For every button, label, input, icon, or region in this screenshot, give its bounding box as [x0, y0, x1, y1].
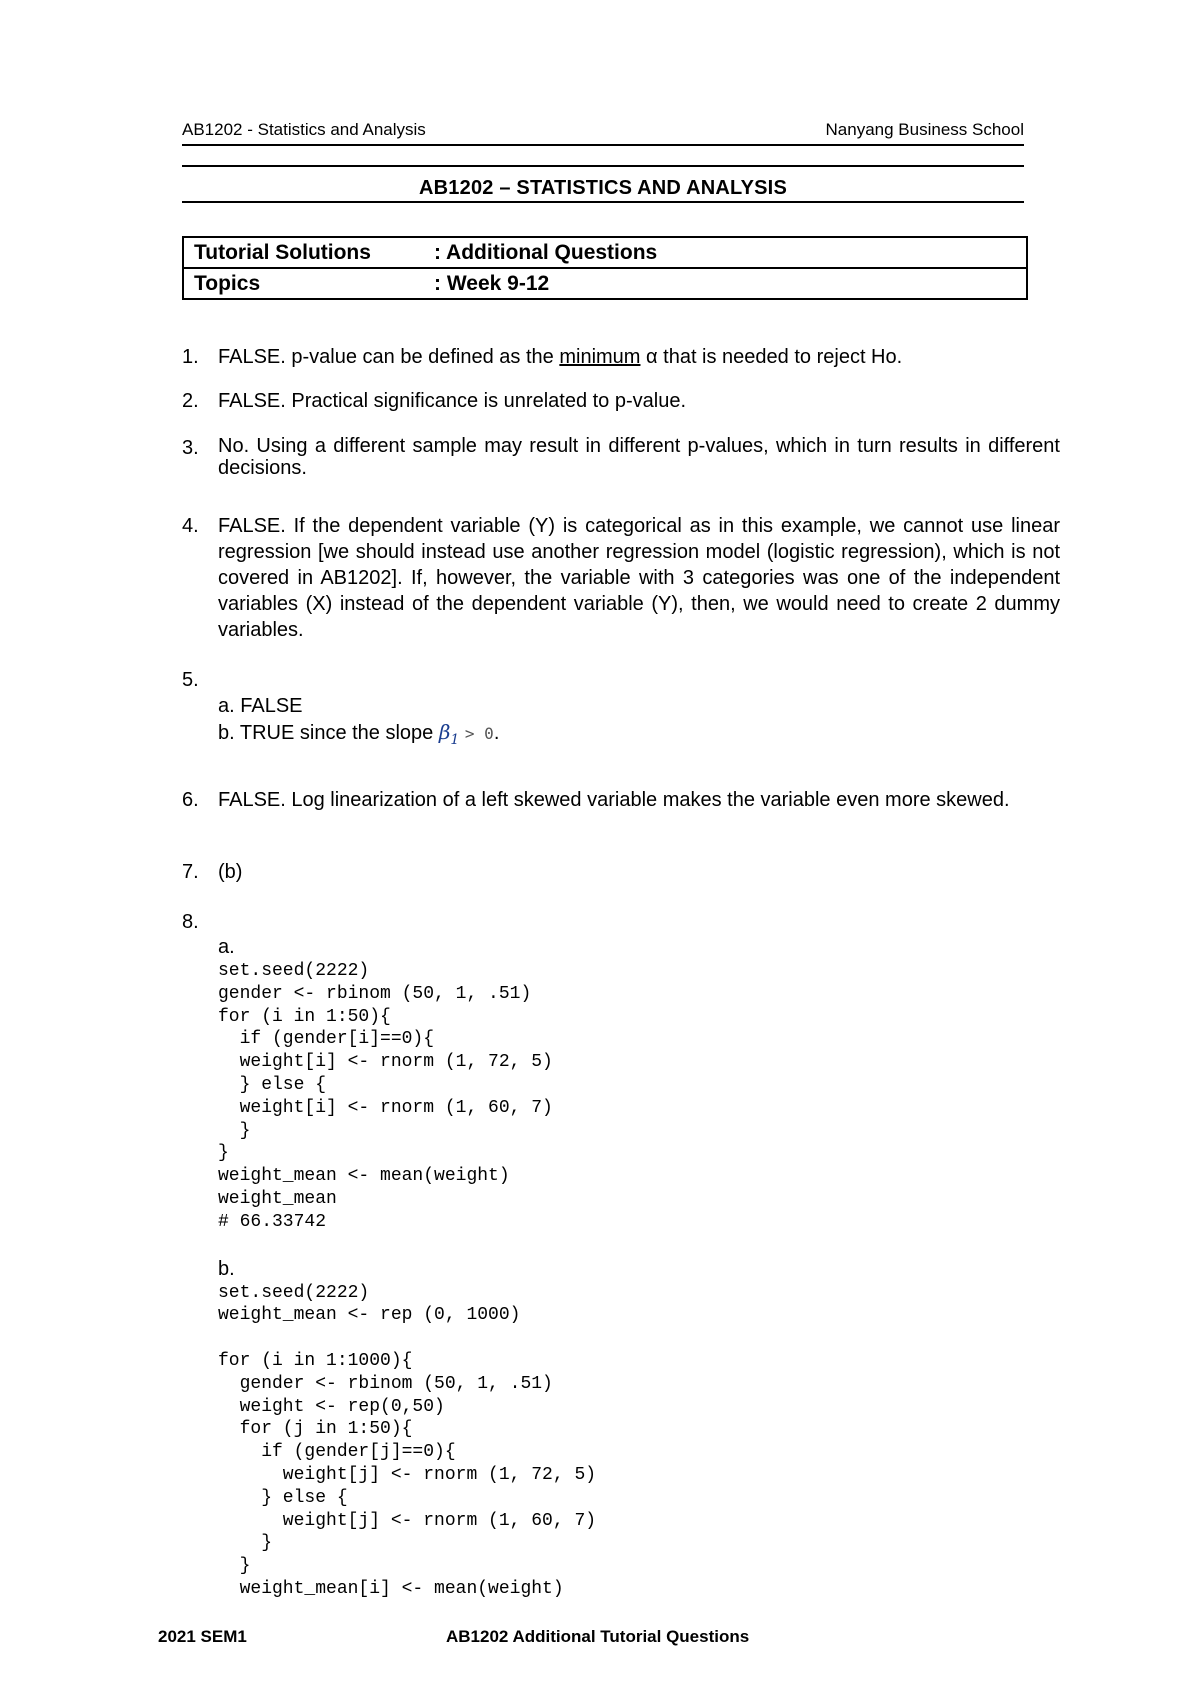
- beta-subscript: 1: [450, 732, 460, 748]
- answer-text: FALSE. If the dependent variable (Y) is categorical as in this example, we cannot use linear regression [we should instead use another regression model (logistic regression), which is not covered in AB1202]. If, however, the variable with 3 categories was one of the independent variables (X) instead of the dependent variable (Y), then, we would need to create 2 dummy variables.: [218, 515, 1060, 641]
- document-title: AB1202 – STATISTICS AND ANALYSIS: [419, 177, 787, 199]
- spacer: [218, 1234, 1060, 1256]
- part-a-label: a.: [218, 936, 235, 958]
- answer-5b: [218, 719, 1060, 753]
- answer-5a: a. FALSE: [218, 695, 303, 717]
- info-table: [182, 236, 1028, 300]
- answer-number: 8.: [182, 911, 199, 933]
- answer-text: FALSE. Practical significance is unrelated to p-value.: [218, 390, 687, 412]
- info-label: Tutorial Solutions: [183, 237, 424, 268]
- code-block-b: set.seed(2222) weight_mean <- rep (0, 1000) for (i in 1:1000){ gender <- rbinom (50, 1, .51) weight <- rep(0,50) for (j in 1:50){ if (gender[j]==0){ weight[j] <- rnorm (1, 72, 5) } else { weight[j] <- rnorm (1, 60, 7) } } weight_mean[i] <- mean(weight): [218, 1282, 597, 1599]
- header-school: Nanyang Business School: [825, 120, 1024, 139]
- answer-4: [182, 513, 1062, 667]
- answer-number: 3.: [182, 437, 199, 459]
- answer-7: [182, 859, 1062, 909]
- answer-text: [218, 909, 1060, 1601]
- answer-5: [182, 667, 1062, 787]
- footer-title: AB1202 Additional Tutorial Questions: [446, 1627, 750, 1646]
- answer-3: [182, 435, 1062, 513]
- info-value: : Additional Questions: [424, 237, 1027, 268]
- answer-2: [182, 388, 1062, 435]
- greater-than-zero: > 0: [464, 724, 494, 743]
- header-course: AB1202 - Statistics and Analysis: [182, 120, 426, 139]
- answer-number: 5.: [182, 669, 199, 691]
- answer-number: 6.: [182, 789, 199, 811]
- answer-text: [218, 344, 1060, 370]
- answer-number: 2.: [182, 390, 199, 412]
- document-title-band: [182, 165, 1024, 203]
- page-footer: [0, 1627, 1200, 1653]
- answer-list: [182, 344, 1062, 1601]
- info-row: [183, 268, 1027, 299]
- info-row: [183, 237, 1027, 268]
- answer-text-part: b. TRUE since the slope: [218, 722, 439, 744]
- code-block-a: set.seed(2222) gender <- rbinom (50, 1, .51) for (i in 1:50){ if (gender[i]==0){ weight[i] <- rnorm (1, 72, 5) } else { weight[i] <- rnorm (1, 60, 7) } } weight_mean <- mean(weight) weight_mean # 66.33742: [218, 961, 553, 1232]
- underlined-word: minimum: [559, 346, 641, 368]
- answer-text-part: FALSE. p-value can be defined as the: [218, 346, 560, 368]
- answer-text-part: α that is needed to reject Ho.: [640, 346, 903, 368]
- footer-semester: 2021 SEM1: [158, 1627, 247, 1646]
- answer-text: (b): [218, 861, 243, 883]
- running-header: [182, 120, 1024, 146]
- info-label: Topics: [183, 268, 424, 299]
- answer-8: [182, 909, 1062, 1601]
- answer-1: [182, 344, 1062, 388]
- answer-text: FALSE. Log linearization of a left skewed variable makes the variable even more skewed.: [218, 789, 1010, 811]
- answer-number: 7.: [182, 861, 199, 883]
- answer-6: [182, 787, 1062, 859]
- answer-text-part: .: [493, 722, 500, 744]
- answer-number: 4.: [182, 515, 199, 537]
- answer-number: 1.: [182, 346, 199, 368]
- part-b-label: b.: [218, 1257, 235, 1280]
- answer-text: [218, 667, 1060, 753]
- beta-symbol: β: [438, 720, 451, 744]
- answer-text: No. Using a different sample may result in different p-values, which in turn results in different decisions.: [218, 435, 1060, 479]
- info-value: : Week 9-12: [424, 268, 1027, 299]
